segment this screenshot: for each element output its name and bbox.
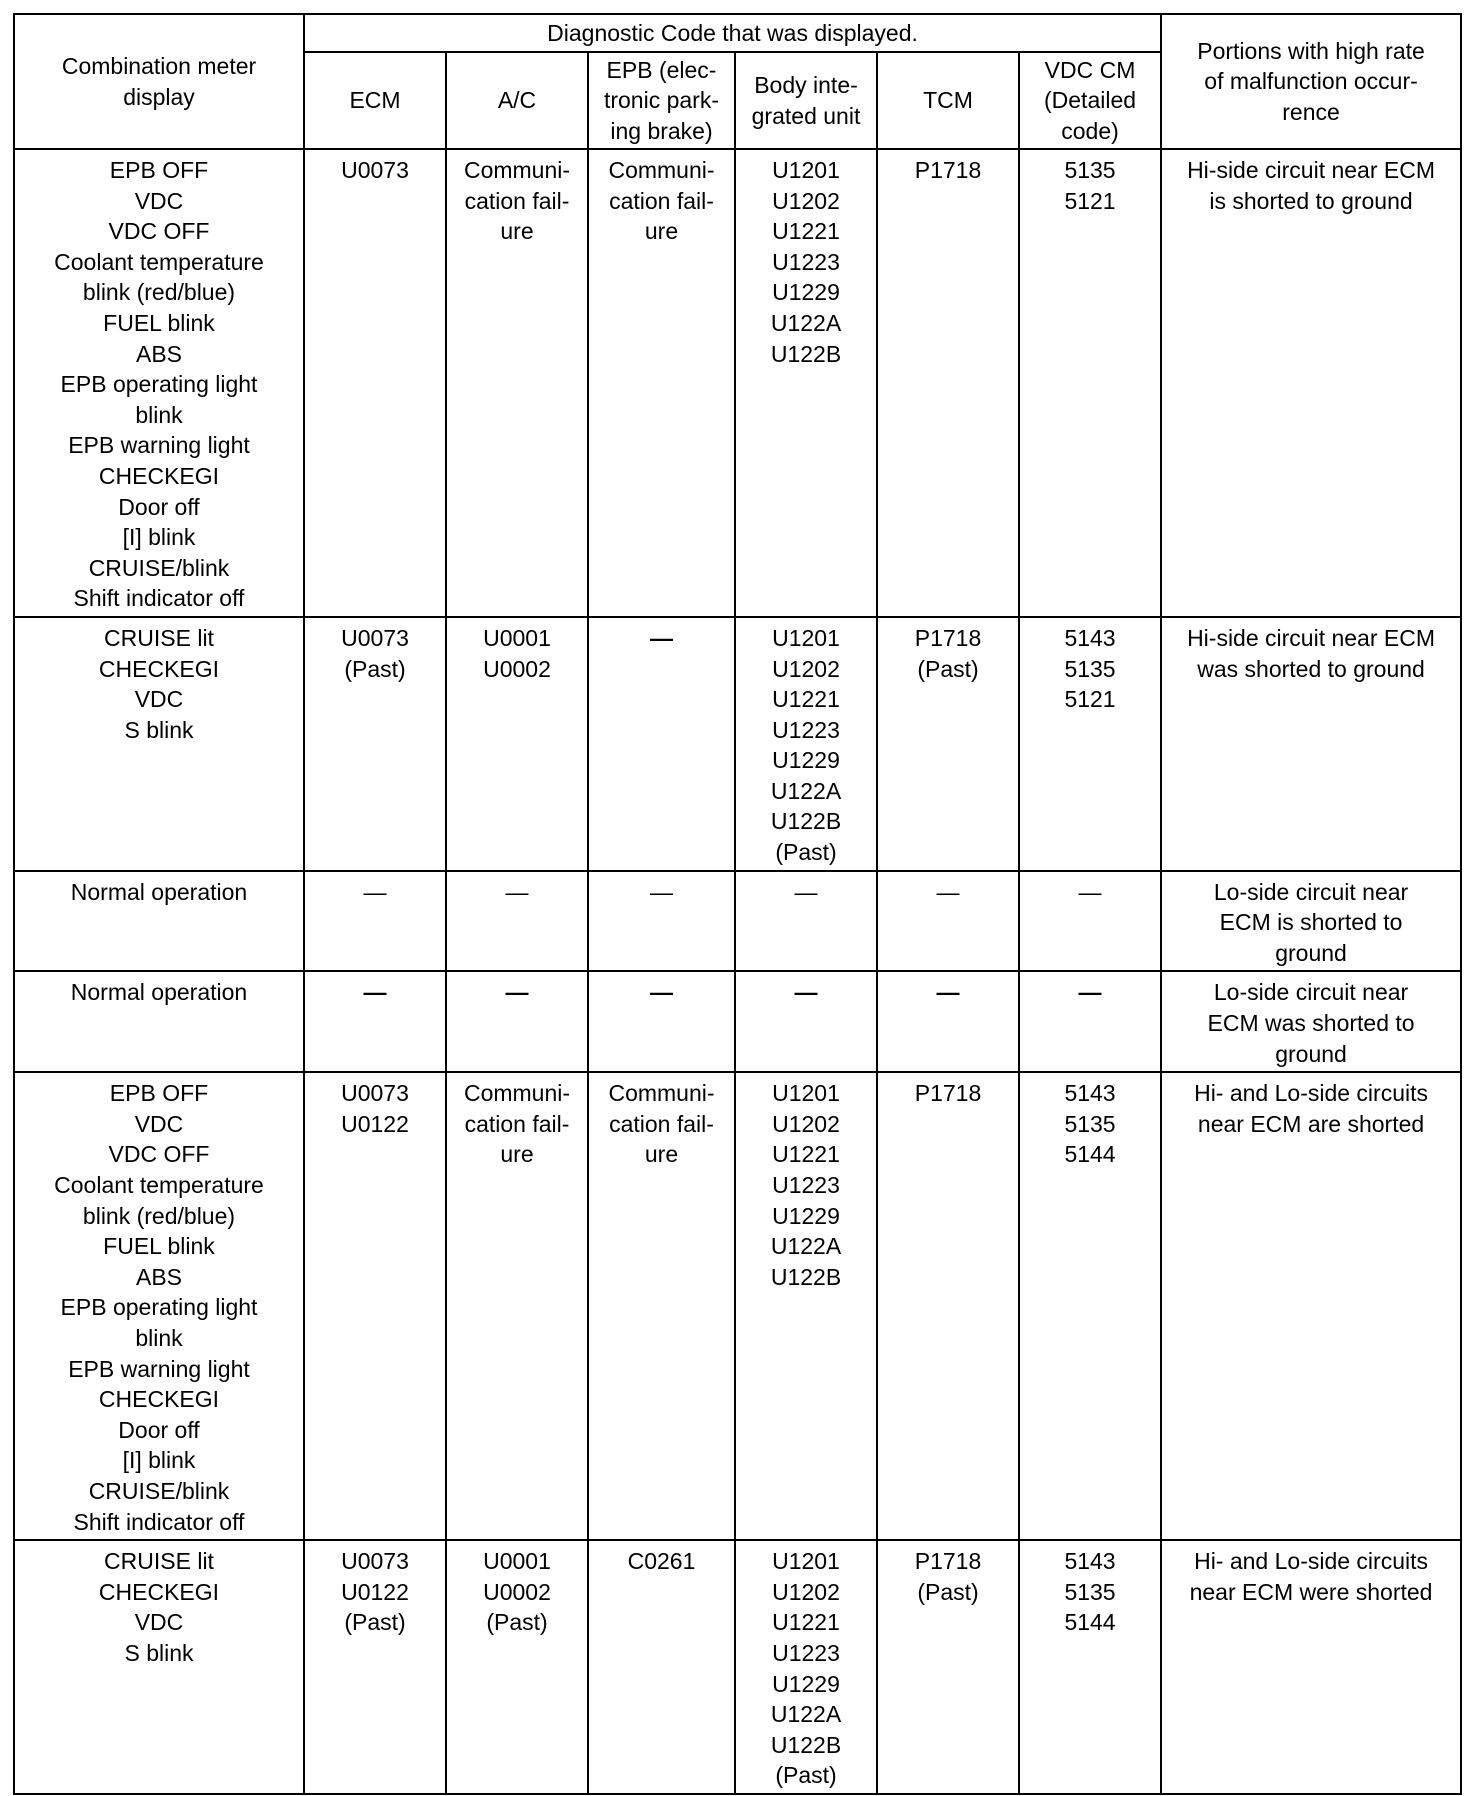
cell-line: Hi- and Lo-side circuits	[1194, 1548, 1428, 1575]
cell-display	[14, 1072, 304, 1540]
cell-line: Hi- and Lo-side circuits	[1194, 1080, 1428, 1107]
cell-line: U0073	[341, 157, 409, 183]
cell-line: U0002	[483, 1578, 551, 1605]
display-line: VDC OFF	[108, 1141, 210, 1168]
cell-line: 5121	[1064, 187, 1116, 214]
cell-line: cation fail-	[609, 187, 714, 214]
cell-line: P1718	[914, 1080, 982, 1107]
display-line: [I] blink	[122, 524, 196, 551]
display-line: FUEL blink	[103, 309, 215, 336]
cell-line: U0001	[483, 1548, 551, 1575]
cell-line: U1201	[772, 1548, 840, 1575]
cell-vdc	[1019, 149, 1161, 617]
cell-line: is shorted to ground	[1209, 187, 1413, 214]
cell-tcm	[877, 1072, 1019, 1540]
cell-ac	[446, 1072, 588, 1540]
cell-tcm	[877, 617, 1019, 871]
cell-line: (Past)	[775, 839, 837, 866]
display-line: EPB warning light	[68, 432, 250, 459]
cell-line: cation fail-	[609, 1110, 714, 1137]
cell-line: 5143	[1064, 1080, 1116, 1107]
cell-line: —	[936, 878, 960, 905]
cell-ac	[446, 971, 588, 1072]
header-combination-meter-display	[14, 14, 304, 149]
cell-epb	[588, 1540, 735, 1794]
cell-ecm	[304, 871, 446, 972]
cell-line: —	[363, 979, 387, 1006]
display-line: CHECKEGI	[98, 1386, 220, 1413]
cell-line: U1202	[772, 655, 840, 682]
cell-line: Communi-	[608, 1080, 715, 1107]
cell-line: P1718	[914, 157, 982, 183]
table-header	[14, 14, 1461, 149]
cell-line: —	[505, 979, 529, 1006]
cell-line: Hi-side circuit near ECM	[1187, 157, 1436, 183]
display-line: CHECKEGI	[98, 655, 220, 682]
display-line: blink (red/blue)	[82, 279, 236, 306]
display-line: [I] blink	[122, 1447, 196, 1474]
display-line: S blink	[124, 716, 194, 743]
cell-body	[735, 971, 877, 1072]
header-label-line: code)	[1061, 117, 1119, 144]
cell-portions	[1161, 871, 1461, 972]
display-line: EPB warning light	[68, 1355, 250, 1382]
cell-line: Hi-side circuit near ECM	[1187, 624, 1436, 651]
cell-line: U0073	[341, 1548, 409, 1575]
header-label-line: VDC CM	[1044, 56, 1136, 83]
cell-line: 5135	[1064, 157, 1116, 183]
cell-line: U1221	[772, 1141, 840, 1168]
display-line: CRUISE/blink	[88, 554, 230, 581]
cell-line: —	[505, 878, 529, 905]
cell-display	[14, 1540, 304, 1794]
display-line: Door off	[118, 1416, 200, 1443]
header-label-line: EPB (elec-	[606, 56, 717, 83]
cell-line: U1221	[772, 218, 840, 245]
cell-ac	[446, 871, 588, 972]
cell-line: U1223	[772, 1639, 840, 1666]
cell-line: cation fail-	[464, 187, 570, 214]
cell-vdc	[1019, 617, 1161, 871]
display-line: S blink	[124, 1639, 194, 1666]
cell-line: U0002	[483, 655, 551, 682]
table-row	[14, 149, 1461, 617]
display-line: VDC	[134, 1110, 184, 1137]
header-label-line: (Detailed	[1044, 87, 1137, 114]
cell-line: ECM was shorted to	[1207, 1010, 1415, 1037]
cell-line: (Past)	[344, 655, 406, 682]
cell-display	[14, 149, 304, 617]
cell-ecm	[304, 1540, 446, 1794]
display-line: Coolant temperature	[54, 1172, 264, 1198]
cell-line: U122B	[770, 1731, 842, 1758]
cell-line: Communi-	[463, 157, 571, 183]
cell-line: —	[794, 878, 818, 905]
table-row	[14, 971, 1461, 1072]
cell-line: 5143	[1064, 1548, 1116, 1575]
cell-line: U0122	[341, 1578, 409, 1605]
cell-vdc	[1019, 1540, 1161, 1794]
cell-line: (Past)	[775, 1762, 837, 1789]
cell-body	[735, 1540, 877, 1794]
cell-line: U122A	[770, 1233, 842, 1260]
display-line: VDC	[134, 686, 184, 713]
cell-line: Communi-	[608, 157, 715, 183]
cell-ecm	[304, 149, 446, 617]
cell-ecm	[304, 617, 446, 871]
header-portions-malfunction	[1161, 14, 1461, 149]
display-line: blink (red/blue)	[82, 1202, 236, 1229]
display-line: CHECKEGI	[98, 1578, 220, 1605]
cell-tcm	[877, 149, 1019, 617]
display-line: Shift indicator off	[73, 1508, 245, 1535]
header-label-line: ECM	[349, 87, 401, 114]
cell-line: U0122	[341, 1110, 409, 1137]
cell-epb	[588, 617, 735, 871]
display-line: EPB operating light	[60, 371, 258, 398]
cell-line: ure	[644, 218, 679, 245]
cell-line: cation fail-	[464, 1110, 570, 1137]
display-line: Coolant temperature	[54, 248, 264, 275]
cell-line: —	[936, 979, 960, 1006]
header-label-line: of malfunction occur-	[1204, 68, 1418, 95]
cell-line: U122B	[770, 340, 842, 367]
cell-line: U122B	[770, 1263, 842, 1290]
cell-line: was shorted to ground	[1197, 655, 1425, 682]
table-row	[14, 617, 1461, 871]
cell-line: near ECM are shorted	[1197, 1110, 1425, 1137]
header-epb	[588, 52, 735, 149]
header-label-line: rence	[1282, 98, 1340, 125]
header-diagnostic-code-group: Diagnostic Code that was displayed.	[304, 14, 1161, 52]
cell-display	[14, 617, 304, 871]
cell-vdc	[1019, 871, 1161, 972]
cell-line: U1202	[772, 1578, 840, 1605]
cell-line: U1223	[772, 1172, 840, 1198]
cell-body	[735, 617, 877, 871]
cell-ecm	[304, 1072, 446, 1540]
cell-line: Lo-side circuit near	[1213, 979, 1409, 1006]
cell-portions	[1161, 149, 1461, 617]
cell-display	[14, 871, 304, 972]
cell-epb	[588, 971, 735, 1072]
cell-line: ure	[644, 1141, 679, 1168]
cell-line: ECM is shorted to	[1219, 909, 1403, 936]
cell-epb	[588, 1072, 735, 1540]
cell-line: 5144	[1064, 1609, 1116, 1636]
display-line: FUEL blink	[103, 1233, 215, 1260]
cell-line: (Past)	[486, 1609, 548, 1636]
display-line: ABS	[135, 1263, 183, 1290]
header-label-line: Portions with high rate	[1197, 37, 1425, 64]
display-line: EPB OFF	[109, 157, 209, 183]
cell-line: U1229	[772, 747, 840, 774]
header-body-integrated-unit	[735, 52, 877, 149]
header-label-line: A/C	[497, 87, 537, 114]
cell-ac	[446, 149, 588, 617]
diagnostic-code-table	[13, 13, 1462, 1795]
header-tcm	[877, 52, 1019, 149]
display-line: Shift indicator off	[73, 585, 245, 612]
header-label-line: ing brake)	[610, 117, 713, 144]
header-label-line: Combination meter	[61, 52, 257, 79]
cell-line: U122A	[770, 777, 842, 804]
display-line: CRUISE/blink	[88, 1477, 230, 1504]
display-line: EPB operating light	[60, 1294, 258, 1321]
cell-ac	[446, 617, 588, 871]
cell-line: near ECM were shorted	[1189, 1578, 1433, 1605]
display-line: CRUISE lit	[104, 624, 214, 651]
cell-line: U1201	[772, 1080, 840, 1107]
cell-line: C0261	[627, 1548, 696, 1575]
cell-line: —	[650, 624, 673, 651]
table-row	[14, 871, 1461, 972]
cell-line: U1201	[772, 157, 840, 183]
cell-line: U1223	[772, 248, 840, 275]
table-row	[14, 1540, 1461, 1794]
cell-body	[735, 1072, 877, 1540]
cell-line: 5135	[1064, 655, 1116, 682]
display-line: Normal operation	[70, 878, 248, 905]
cell-line: U1229	[772, 1202, 840, 1229]
cell-line: (Past)	[917, 655, 979, 682]
cell-line: ure	[500, 1141, 534, 1168]
header-label-line: tronic park-	[603, 87, 720, 114]
display-line: Door off	[118, 493, 200, 520]
cell-line: U1223	[772, 716, 840, 743]
cell-line: Lo-side circuit near	[1213, 878, 1409, 905]
cell-line: —	[363, 878, 387, 905]
cell-epb	[588, 871, 735, 972]
cell-line: 5121	[1064, 686, 1116, 713]
cell-line: —	[650, 979, 673, 1006]
display-line: CHECKEGI	[98, 462, 220, 489]
cell-line: (Past)	[344, 1609, 406, 1636]
cell-vdc	[1019, 1072, 1161, 1540]
header-label-line: TCM	[923, 87, 973, 114]
display-line: ABS	[135, 340, 183, 367]
cell-line: 5135	[1064, 1110, 1116, 1137]
display-line: VDC	[134, 1609, 184, 1636]
cell-portions	[1161, 617, 1461, 871]
cell-line: U122B	[770, 808, 842, 835]
cell-display	[14, 971, 304, 1072]
display-line: blink	[135, 1324, 183, 1351]
table-body	[14, 149, 1461, 1794]
cell-line: U1229	[772, 1670, 840, 1697]
cell-line: U1221	[772, 1609, 840, 1636]
cell-portions	[1161, 1540, 1461, 1794]
cell-line: ground	[1275, 1040, 1347, 1067]
cell-line: —	[650, 878, 673, 905]
display-line: VDC OFF	[108, 218, 210, 245]
table-row	[14, 1072, 1461, 1540]
cell-portions	[1161, 971, 1461, 1072]
cell-line: U1202	[772, 1110, 840, 1137]
cell-line: U1202	[772, 187, 840, 214]
cell-line: ure	[500, 218, 534, 245]
header-label-line: Body inte-	[754, 71, 858, 98]
header-label-line: display	[123, 83, 195, 110]
cell-tcm	[877, 1540, 1019, 1794]
cell-line: U0073	[341, 624, 409, 651]
cell-line: U122A	[770, 309, 842, 336]
cell-line: P1718	[914, 1548, 982, 1575]
header-ecm	[304, 52, 446, 149]
cell-line: Communi-	[463, 1080, 571, 1107]
cell-line: U0073	[341, 1080, 409, 1107]
cell-line: U122A	[770, 1701, 842, 1728]
display-line: Normal operation	[70, 979, 248, 1006]
header-ac	[446, 52, 588, 149]
cell-line: P1718	[914, 624, 982, 651]
cell-ac	[446, 1540, 588, 1794]
cell-tcm	[877, 871, 1019, 972]
cell-line: U1229	[772, 279, 840, 306]
cell-ecm	[304, 971, 446, 1072]
cell-line: 5143	[1064, 624, 1116, 651]
cell-line: (Past)	[917, 1578, 979, 1605]
cell-line: 5144	[1064, 1141, 1116, 1168]
cell-line: 5135	[1064, 1578, 1116, 1605]
cell-portions	[1161, 1072, 1461, 1540]
header-vdc-cm	[1019, 52, 1161, 149]
cell-tcm	[877, 971, 1019, 1072]
cell-epb	[588, 149, 735, 617]
display-line: CRUISE lit	[104, 1548, 214, 1575]
cell-line: U0001	[483, 624, 551, 651]
cell-line: ground	[1275, 939, 1347, 966]
header-label-line: grated unit	[751, 102, 861, 129]
display-line: VDC	[134, 187, 184, 214]
cell-line: —	[1078, 979, 1102, 1006]
cell-line: —	[1078, 878, 1102, 905]
display-line: EPB OFF	[109, 1080, 209, 1107]
cell-body	[735, 871, 877, 972]
cell-body	[735, 149, 877, 617]
cell-line: U1201	[772, 624, 840, 651]
cell-line: U1221	[772, 686, 840, 713]
display-line: blink	[135, 401, 183, 428]
cell-line: —	[794, 979, 818, 1006]
cell-vdc	[1019, 971, 1161, 1072]
